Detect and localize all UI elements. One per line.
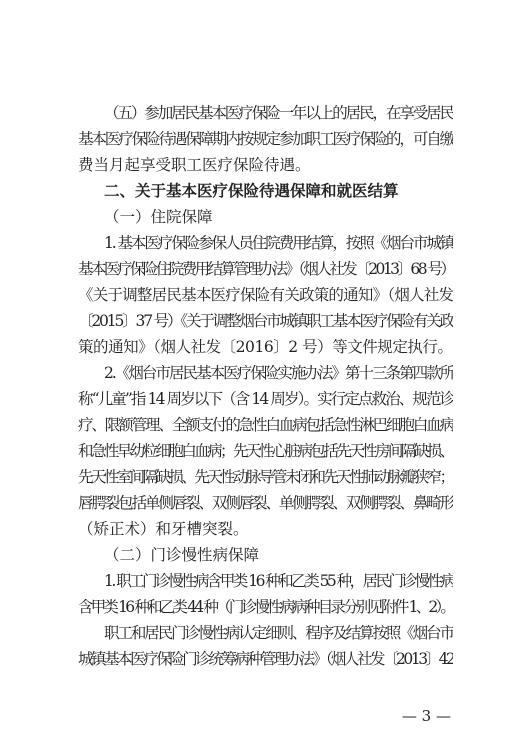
text-line-20: 含甲类 16 种和乙类 44 种（门诊慢性病病种目录分别见附件 1、2）。 [78,598,453,616]
text-line-16: 唇腭裂包括单侧唇裂、双侧唇裂、单侧腭裂、双侧腭裂、鼻畸形 [78,494,453,512]
text-line-8: 《关于调整居民基本医疗保险有关政策的通知》（烟人社发 [78,286,453,304]
text-line-6: 1. 基本医疗保险参保人员住院费用结算，按照《烟台市城镇 [104,234,453,252]
text-line-9: 〔2015〕37 号）《关于调整烟台市城镇职工基本医疗保险有关政 [78,312,453,330]
text-line-15: 先天性室间隔缺损、先天性动脉导管未闭和先天性肺动脉瓣狭窄； [78,468,453,486]
text-line-3: 费当月起享受职工医疗保险待遇。 [78,156,311,174]
page-number-label: — 3 — [401,707,451,725]
text-line-22: 城镇基本医疗保险门诊统筹病种管理办法》（烟人社发〔2013〕42 [78,650,453,668]
subsection-heading-outpatient: （二）门诊慢性病保障 [104,546,260,564]
text-line-12: 称“儿童”指 14 周岁以下（含 14 周岁）。实行定点救治、规范诊 [78,390,453,408]
page-number [0,706,529,726]
section-heading: 二、关于基本医疗保险待遇保障和就医结算 [104,182,399,200]
text-line-13: 疗、限额管理、全额支付的急性白血病包括急性淋巴细胞白血病 [78,416,453,434]
text-line-21: 职工和居民门诊慢性病认定细则、程序及结算按照《烟台市 [104,624,453,642]
text-line-14: 和急性早幼粒细胞白血病；先天性心脏病包括先天性房间隔缺损、 [78,442,453,460]
text-line-19: 1. 职工门诊慢性病含甲类 16 种和乙类 55 种，居民门诊慢性病 [104,572,453,590]
subsection-heading-inpatient: （一）住院保障 [104,208,213,226]
text-line-7: 基本医疗保险住院费用结算管理办法》（烟人社发〔2013〕68 号） [78,260,453,278]
text-line-2: 基本医疗保险待遇保障期内按规定参加职工医疗保险的，可自缴 [78,130,453,148]
text-line-10: 策的通知》（烟人社发〔2016〕2 号）等文件规定执行。 [78,338,453,356]
text-line-11: 2.《烟台市居民基本医疗保险实施办法》第十三条第四款所 [104,364,453,382]
text-line-17: （矫正术）和牙槽突裂。 [78,520,249,538]
text-line-1: （五）参加居民基本医疗保险一年以上的居民，在享受居民 [104,104,453,122]
